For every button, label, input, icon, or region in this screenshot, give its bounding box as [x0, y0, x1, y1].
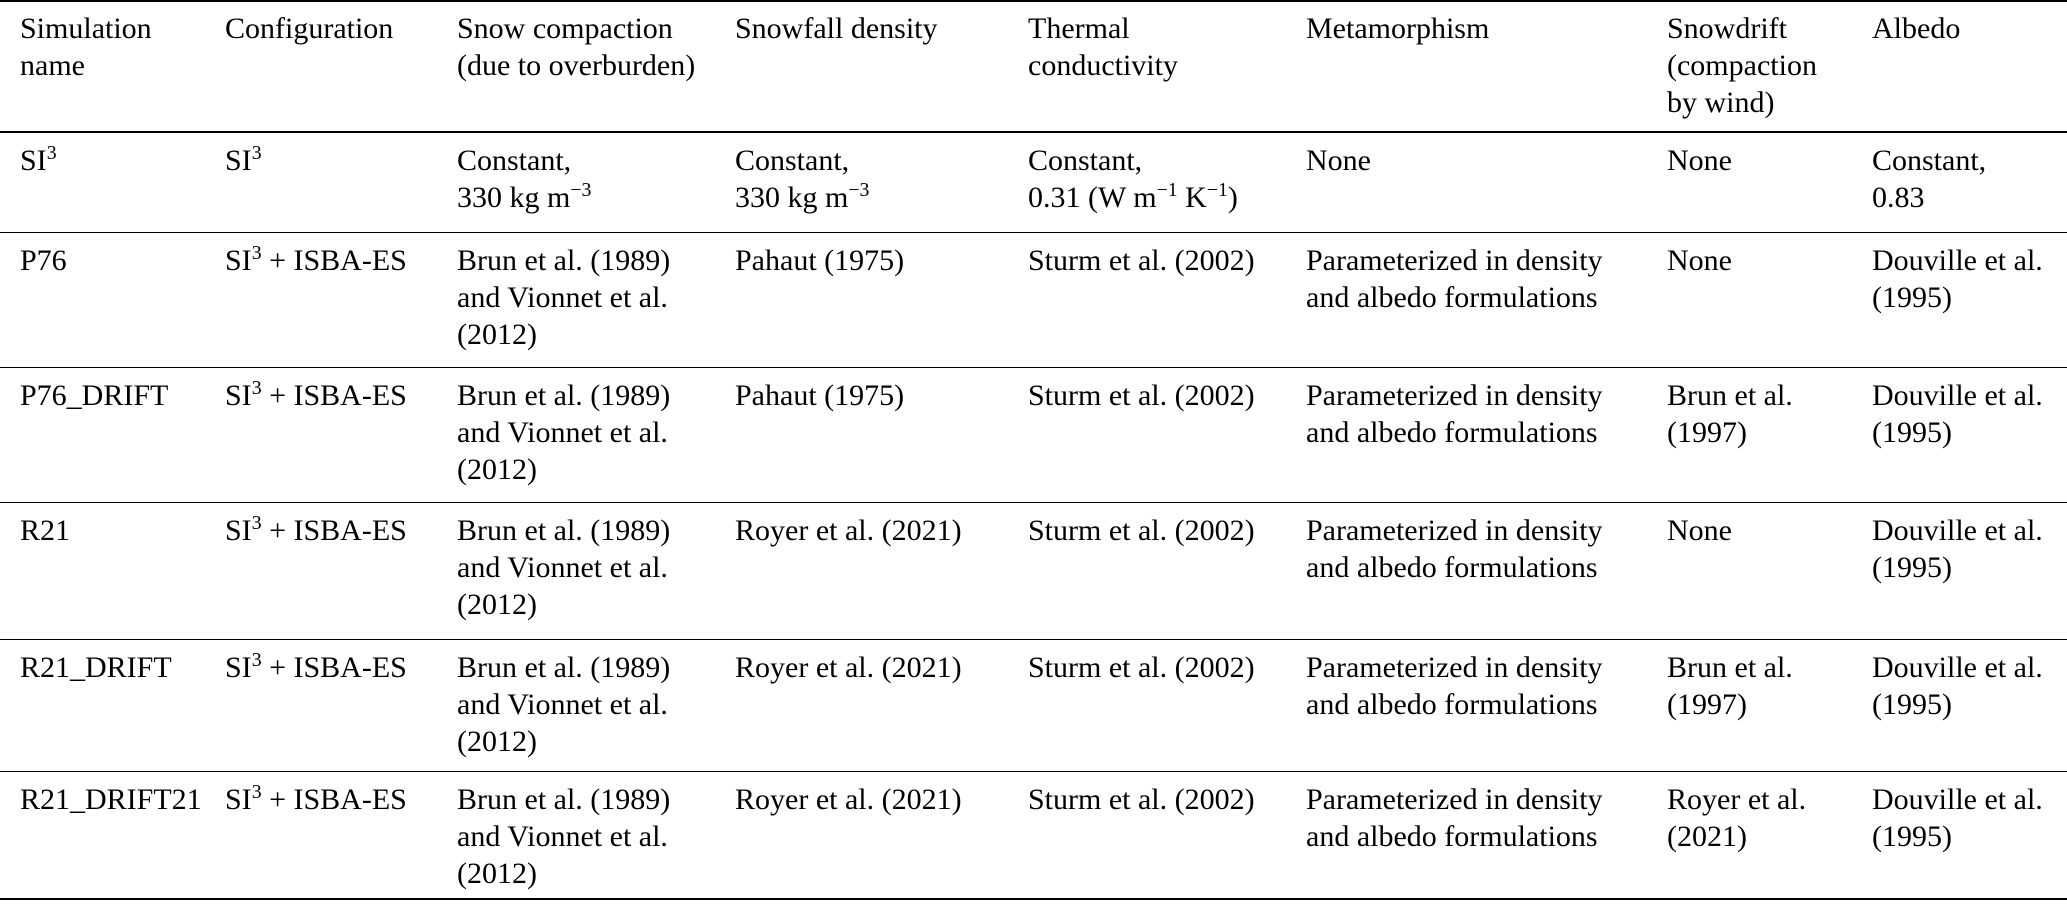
cell-albedo: Constant, 0.83 [1872, 144, 1987, 214]
cell-simulation-name: P76_DRIFT [20, 378, 169, 412]
column-header-thermal-conductivity: Thermal conductivity [1028, 12, 1178, 82]
cell-thermal-conductivity: Sturm et al. (2002) [1028, 513, 1255, 547]
cell-configuration: $SI^3$ [225, 142, 262, 177]
cell-simulation-name: $SI^3$ [20, 142, 57, 177]
cell-simulation-name: R21_DRIFT [20, 650, 172, 684]
cell-snowdrift: Royer et al. (2021) [1667, 782, 1807, 853]
cell-snowfall-density: Royer et al. (2021) [735, 650, 962, 684]
cell-snow-compaction: Brun et al. (1989) and Vionnet et al. (2012) [457, 782, 671, 890]
column-header-metamorphism: Metamorphism [1306, 12, 1490, 45]
cell-snowdrift: None [1667, 243, 1732, 277]
cell-thermal-conductivity: Sturm et al. (2002) [1028, 782, 1255, 816]
column-header-snow-compaction: Snow compaction (due to overburden) [457, 12, 696, 82]
cell-snowfall-density: Pahaut (1975) [735, 378, 905, 412]
cell-albedo: Douville et al. (1995) [1872, 378, 2043, 449]
row-p76 [0, 232, 2067, 367]
cell-snowdrift: None [1667, 513, 1732, 547]
cell-configuration: $SI^3$ + ISBA-ES [225, 376, 407, 412]
cell-snowdrift: Brun et al. (1997) [1667, 378, 1793, 449]
cell-configuration: $SI^3$ + ISBA-ES [225, 511, 407, 547]
row-r21 [0, 502, 2067, 639]
cell-snowfall-density: Constant, 330 kg $m^{-3}$ [735, 144, 870, 214]
cell-thermal-conductivity: Constant, 0.31 (W $m^{-1}$ $K^{-1}$) [1028, 144, 1238, 214]
column-header-albedo: Albedo [1872, 12, 1961, 45]
row-r21-drift21 [0, 771, 2067, 899]
cell-metamorphism: Parameterized in density and albedo formulations [1306, 782, 1603, 853]
cell-simulation-name: P76 [20, 243, 67, 277]
column-header-configuration: Configuration [225, 12, 394, 45]
cell-thermal-conductivity: Sturm et al. (2002) [1028, 378, 1255, 412]
cell-snowfall-density: Royer et al. (2021) [735, 782, 962, 816]
cell-metamorphism: Parameterized in density and albedo formulations [1306, 378, 1603, 449]
cell-metamorphism: Parameterized in density and albedo formulations [1306, 513, 1603, 584]
cell-metamorphism: Parameterized in density and albedo formulations [1306, 243, 1603, 314]
cell-snow-compaction: Brun et al. (1989) and Vionnet et al. (2012) [457, 378, 671, 486]
row-r21-drift [0, 639, 2067, 771]
cell-metamorphism: Parameterized in density and albedo formulations [1306, 650, 1603, 721]
cell-albedo: Douville et al. (1995) [1872, 243, 2043, 314]
cell-simulation-name: R21 [20, 513, 71, 547]
column-header-simulation-name: Simulation name [20, 12, 152, 82]
row-p76-drift [0, 367, 2067, 502]
cell-snow-compaction: Brun et al. (1989) and Vionnet et al. (2012) [457, 650, 671, 758]
cell-albedo: Douville et al. (1995) [1872, 650, 2043, 721]
column-header-snowfall-density: Snowfall density [735, 12, 938, 45]
cell-snowdrift: Brun et al. (1997) [1667, 650, 1793, 721]
cell-configuration: $SI^3$ + ISBA-ES [225, 780, 407, 816]
cell-albedo: Douville et al. (1995) [1872, 513, 2043, 584]
column-header-snowdrift: Snowdrift (compaction by wind) [1667, 12, 1817, 119]
cell-configuration: $SI^3$ + ISBA-ES [225, 241, 407, 277]
cell-snow-compaction: Constant, 330 kg $m^{-3}$ [457, 144, 592, 214]
cell-snow-compaction: Brun et al. (1989) and Vionnet et al. (2012) [457, 513, 671, 621]
cell-snowfall-density: Royer et al. (2021) [735, 513, 962, 547]
cell-simulation-name: R21_DRIFT21 [20, 782, 202, 816]
row-si3 [0, 132, 2067, 232]
cell-snowdrift: None [1667, 144, 1732, 177]
cell-thermal-conductivity: Sturm et al. (2002) [1028, 650, 1255, 684]
cell-metamorphism: None [1306, 144, 1371, 177]
cell-albedo: Douville et al. (1995) [1872, 782, 2043, 853]
cell-snow-compaction: Brun et al. (1989) and Vionnet et al. (2012) [457, 243, 671, 351]
cell-snowfall-density: Pahaut (1975) [735, 243, 905, 277]
cell-thermal-conductivity: Sturm et al. (2002) [1028, 243, 1255, 277]
header-row [0, 1, 2067, 132]
cell-configuration: $SI^3$ + ISBA-ES [225, 648, 407, 684]
